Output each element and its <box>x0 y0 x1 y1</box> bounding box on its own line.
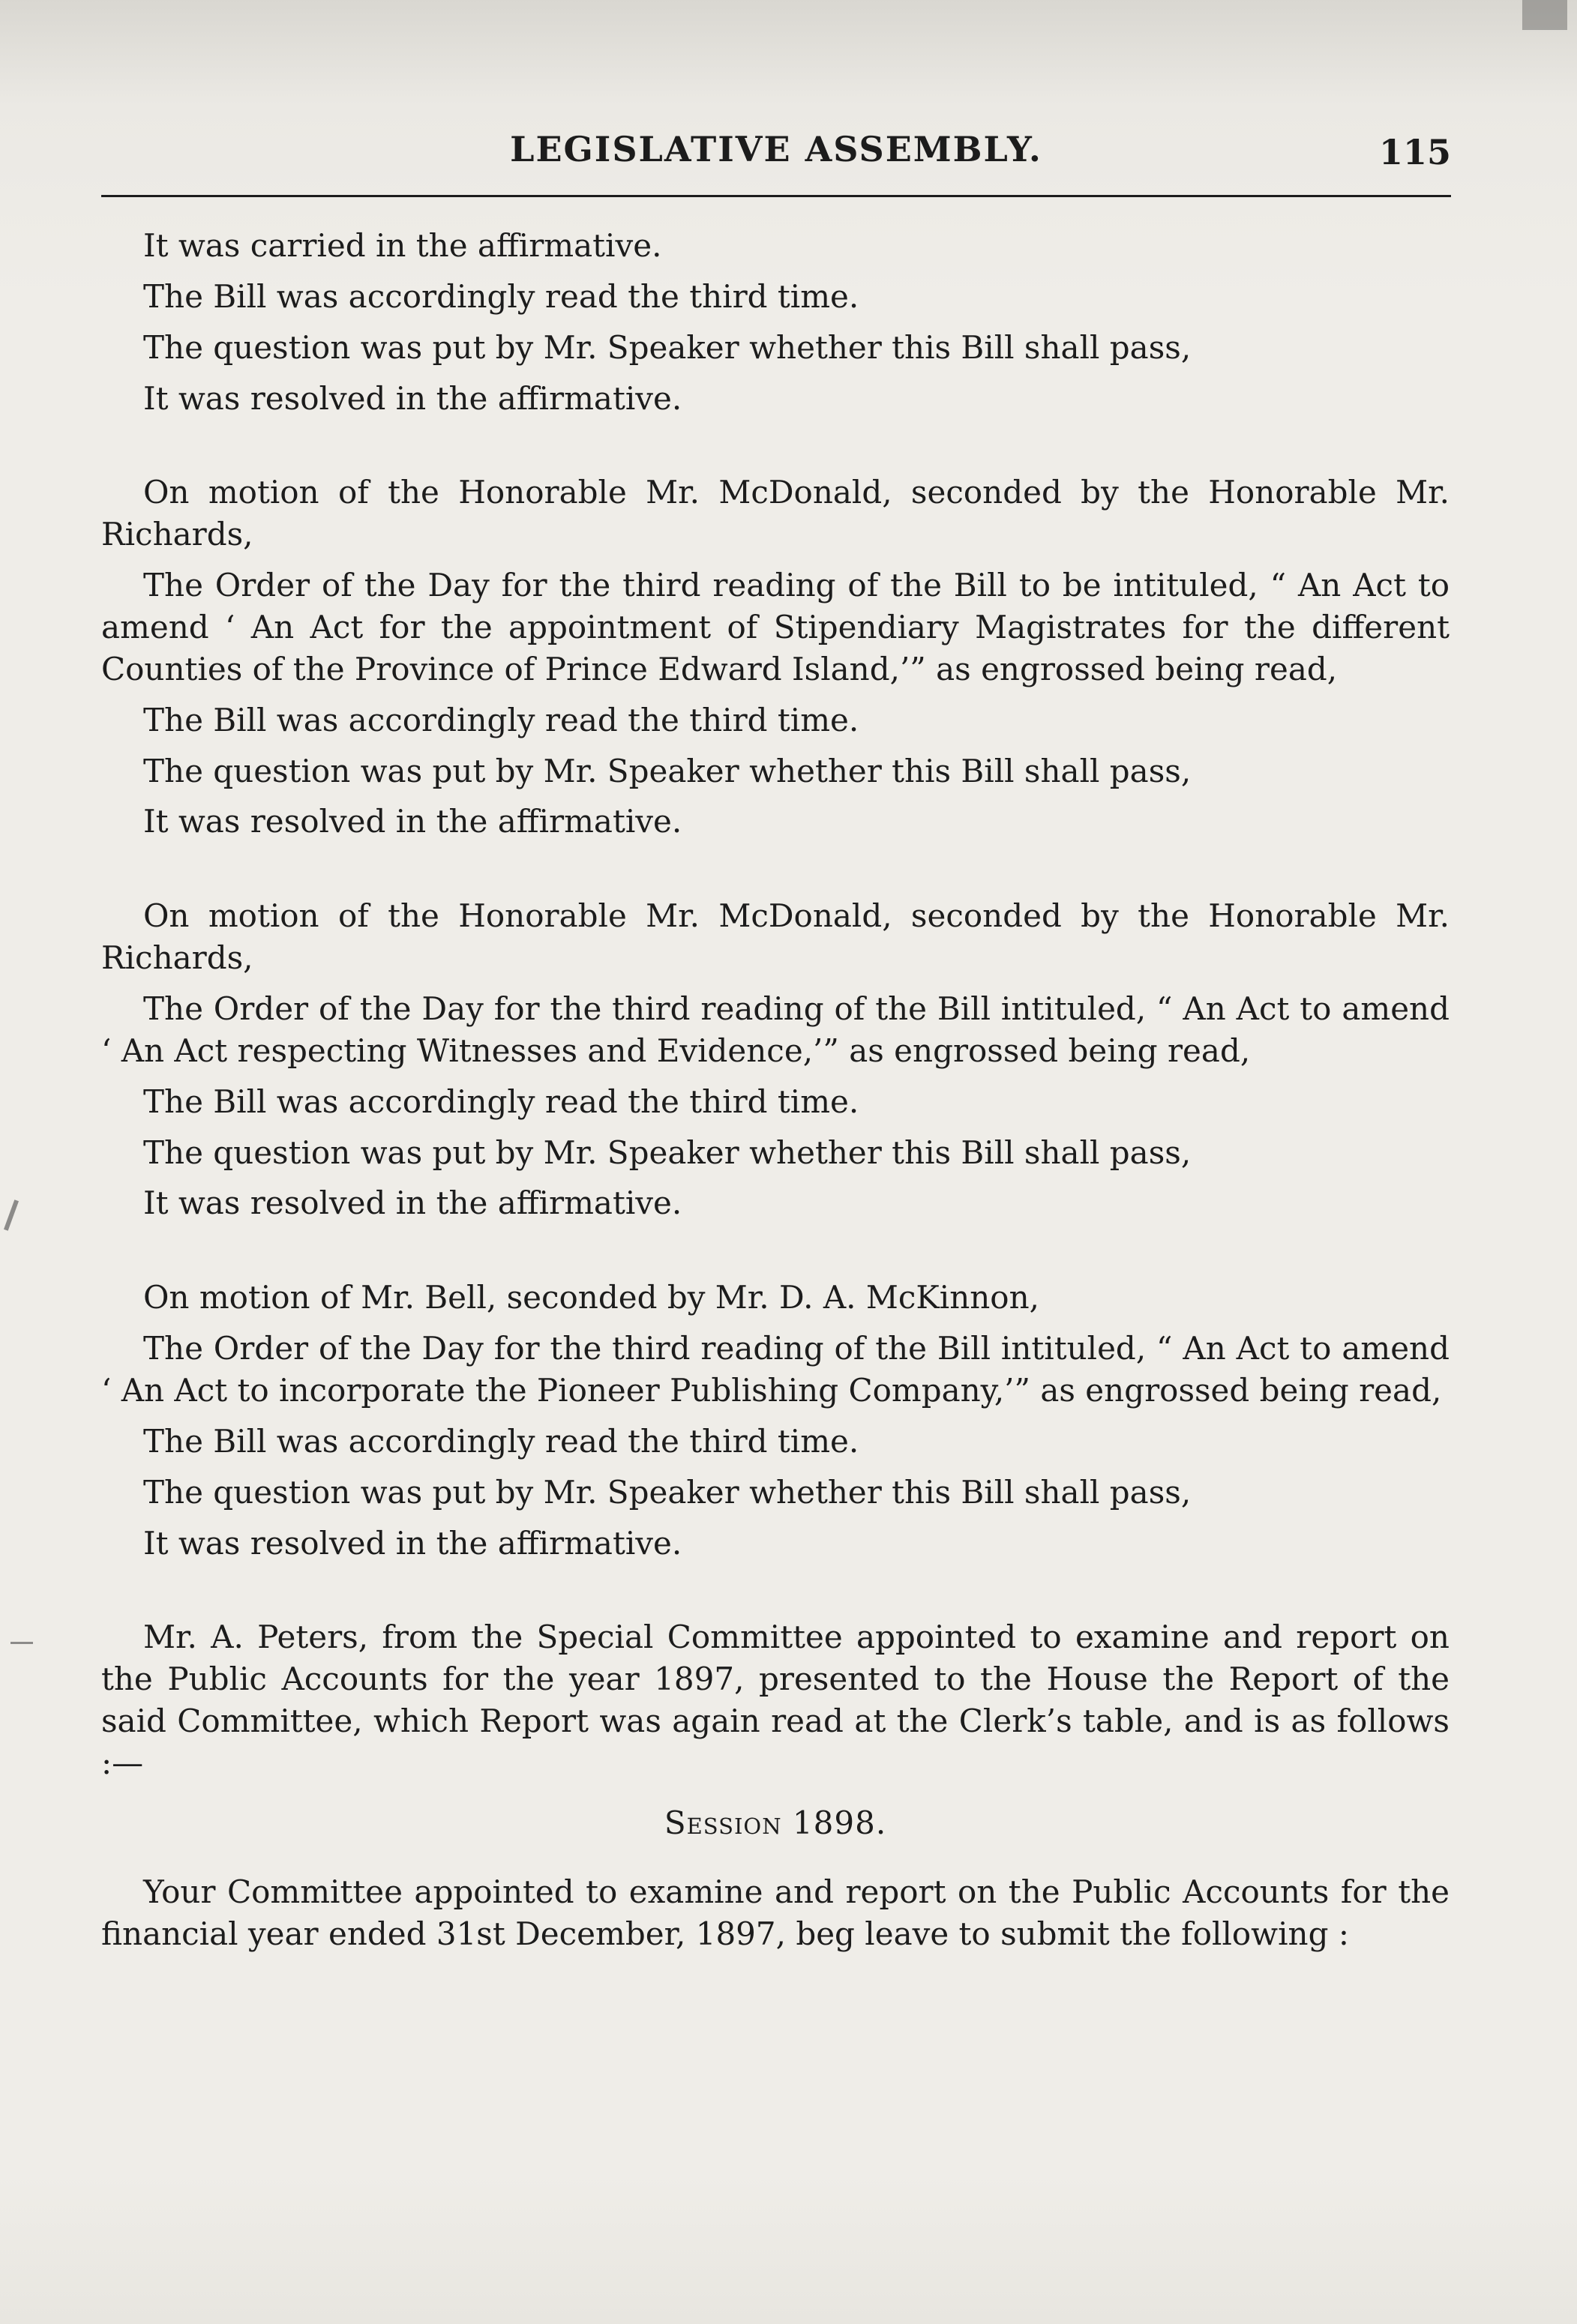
paragraph: It was resolved in the affirmative. <box>143 379 682 417</box>
scan-margin-mark <box>10 1642 33 1644</box>
journal-body <box>101 225 1450 1964</box>
paragraph: It was resolved in the affirmative. <box>143 1184 682 1222</box>
paragraph: It was carried in the affirmative. <box>143 227 662 264</box>
committee-report-body <box>101 1871 1450 1955</box>
committee-report-intro <box>101 1616 1450 1783</box>
scan-binding-shadow <box>1522 0 1567 30</box>
section-gap <box>101 428 1450 472</box>
motion-paragraph: On motion of the Honorable Mr. McDonald, seconded by the Honorable Mr. Richards, <box>101 474 1450 553</box>
running-title: LEGISLATIVE ASSEMBLY. <box>510 129 1042 169</box>
page-header <box>101 120 1451 202</box>
scan-margin-mark <box>4 1199 19 1231</box>
paragraph: Mr. A. Peters, from the Special Committee appointed to examine and report on the Public Accounts for the year 1897, presented to the House the Report of the said Committee, which Report was again read at the Clerk’s table, and is as follows :— <box>101 1619 1450 1782</box>
page-number: 115 <box>1378 132 1451 172</box>
paragraph: The question was put by Mr. Speaker whether this Bill shall pass, <box>143 1134 1192 1171</box>
paragraph: It was resolved in the affirmative. <box>143 803 682 840</box>
proceedings-block-2 <box>101 472 1450 843</box>
paragraph: The Order of the Day for the third reading of the Bill intituled, “ An Act to amend ‘ An Act to incorporate the Pioneer Publishing Company,’” as engrossed being read, <box>101 1330 1450 1409</box>
paragraph: The question was put by Mr. Speaker whether this Bill shall pass, <box>143 752 1192 789</box>
paragraph: The Bill was accordingly read the third time. <box>143 1083 859 1120</box>
paragraph: The Order of the Day for the third reading of the Bill to be intituled, “ An Act to amend ‘ An Act for the appointment of Stipendiary Magistrates for the different Counties of the Province of Prince Edward Island,’” as engrossed being read, <box>101 567 1450 687</box>
motion-paragraph: On motion of the Honorable Mr. McDonald, seconded by the Honorable Mr. Richards, <box>101 897 1450 977</box>
proceedings-block-3 <box>101 895 1450 1224</box>
section-gap <box>101 1573 1450 1616</box>
motion-paragraph: On motion of Mr. Bell, seconded by Mr. D. A. McKinnon, <box>143 1279 1039 1316</box>
header-rule <box>101 195 1451 197</box>
paragraph: The Bill was accordingly read the third time. <box>143 1422 859 1460</box>
paragraph: The question was put by Mr. Speaker whether this Bill shall pass, <box>143 328 1192 366</box>
paragraph: The question was put by Mr. Speaker whether this Bill shall pass, <box>143 1473 1192 1511</box>
section-gap <box>101 852 1450 895</box>
paragraph: The Bill was accordingly read the third time. <box>143 277 859 315</box>
paragraph: Your Committee appointed to examine and report on the Public Accounts for the financial year ended 31st December, 1897, beg leave to submit the following : <box>101 1873 1450 1952</box>
session-heading: Session 1898. <box>664 1804 887 1841</box>
paragraph: It was resolved in the affirmative. <box>143 1524 682 1562</box>
paragraph: The Order of the Day for the third reading of the Bill intituled, “ An Act to amend ‘ An Act respecting Witnesses and Evidence,’” as engrossed being read, <box>101 990 1450 1069</box>
paragraph: The Bill was accordingly read the third time. <box>143 701 859 738</box>
section-gap <box>101 1233 1450 1277</box>
proceedings-block-4 <box>101 1277 1450 1564</box>
proceedings-block-1 <box>101 225 1450 419</box>
